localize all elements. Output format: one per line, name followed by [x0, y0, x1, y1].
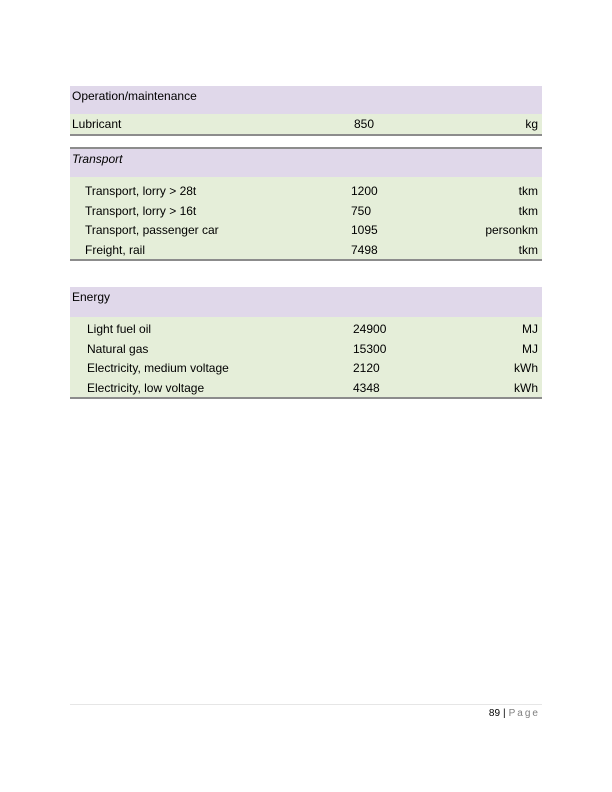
section-rows [70, 317, 542, 399]
row-unit: tkm [518, 242, 538, 257]
table-transport [70, 147, 542, 261]
row-unit: MJ [522, 341, 538, 356]
table-row [70, 240, 542, 260]
row-value: 2120 [353, 361, 380, 375]
row-value: 15300 [353, 341, 387, 356]
row-value: 4348 [353, 380, 380, 395]
table-row [70, 181, 542, 201]
table-row [70, 201, 542, 221]
row-value: 7498 [351, 242, 378, 257]
row-value: 24900 [353, 322, 387, 336]
footer-separator: | [503, 708, 506, 719]
row-unit: kg [525, 117, 538, 131]
row-name: Electricity, medium voltage [87, 361, 229, 375]
table-operation-maintenance [70, 86, 542, 136]
row-value: 850 [354, 117, 375, 131]
row-unit: kWh [514, 361, 538, 375]
row-unit: kWh [514, 380, 538, 395]
row-name: Light fuel oil [87, 322, 152, 336]
row-name: Transport, lorry > 16t [85, 203, 197, 218]
table-row [70, 319, 542, 339]
page-number: 89 [488, 708, 501, 719]
row-value: 750 [351, 203, 372, 218]
row-name: Transport, lorry > 28t [85, 184, 197, 198]
row-name: Transport, passenger car [85, 223, 219, 237]
row-unit: tkm [518, 203, 538, 218]
table-row [70, 220, 542, 240]
table-row [70, 378, 542, 398]
row-name: Electricity, low voltage [87, 380, 205, 395]
table-row [70, 114, 542, 134]
table-row [70, 358, 542, 378]
row-name: Freight, rail [85, 242, 146, 257]
footer-divider [70, 704, 542, 705]
row-unit: MJ [522, 322, 538, 336]
section-header: Energy [70, 287, 542, 317]
row-value: 1095 [351, 223, 378, 237]
row-name: Lubricant [72, 117, 122, 131]
row-name: Natural gas [87, 341, 149, 356]
row-unit: tkm [518, 184, 538, 198]
table-energy [70, 287, 542, 399]
section-rows [70, 114, 542, 136]
section-header: Operation/maintenance [70, 86, 542, 114]
row-value: 1200 [351, 184, 378, 198]
section-header: Transport [70, 149, 542, 177]
page-footer [489, 708, 540, 719]
section-rows [70, 177, 542, 261]
table-row [70, 339, 542, 359]
page-label: Page [508, 708, 540, 719]
row-unit: personkm [485, 223, 538, 237]
